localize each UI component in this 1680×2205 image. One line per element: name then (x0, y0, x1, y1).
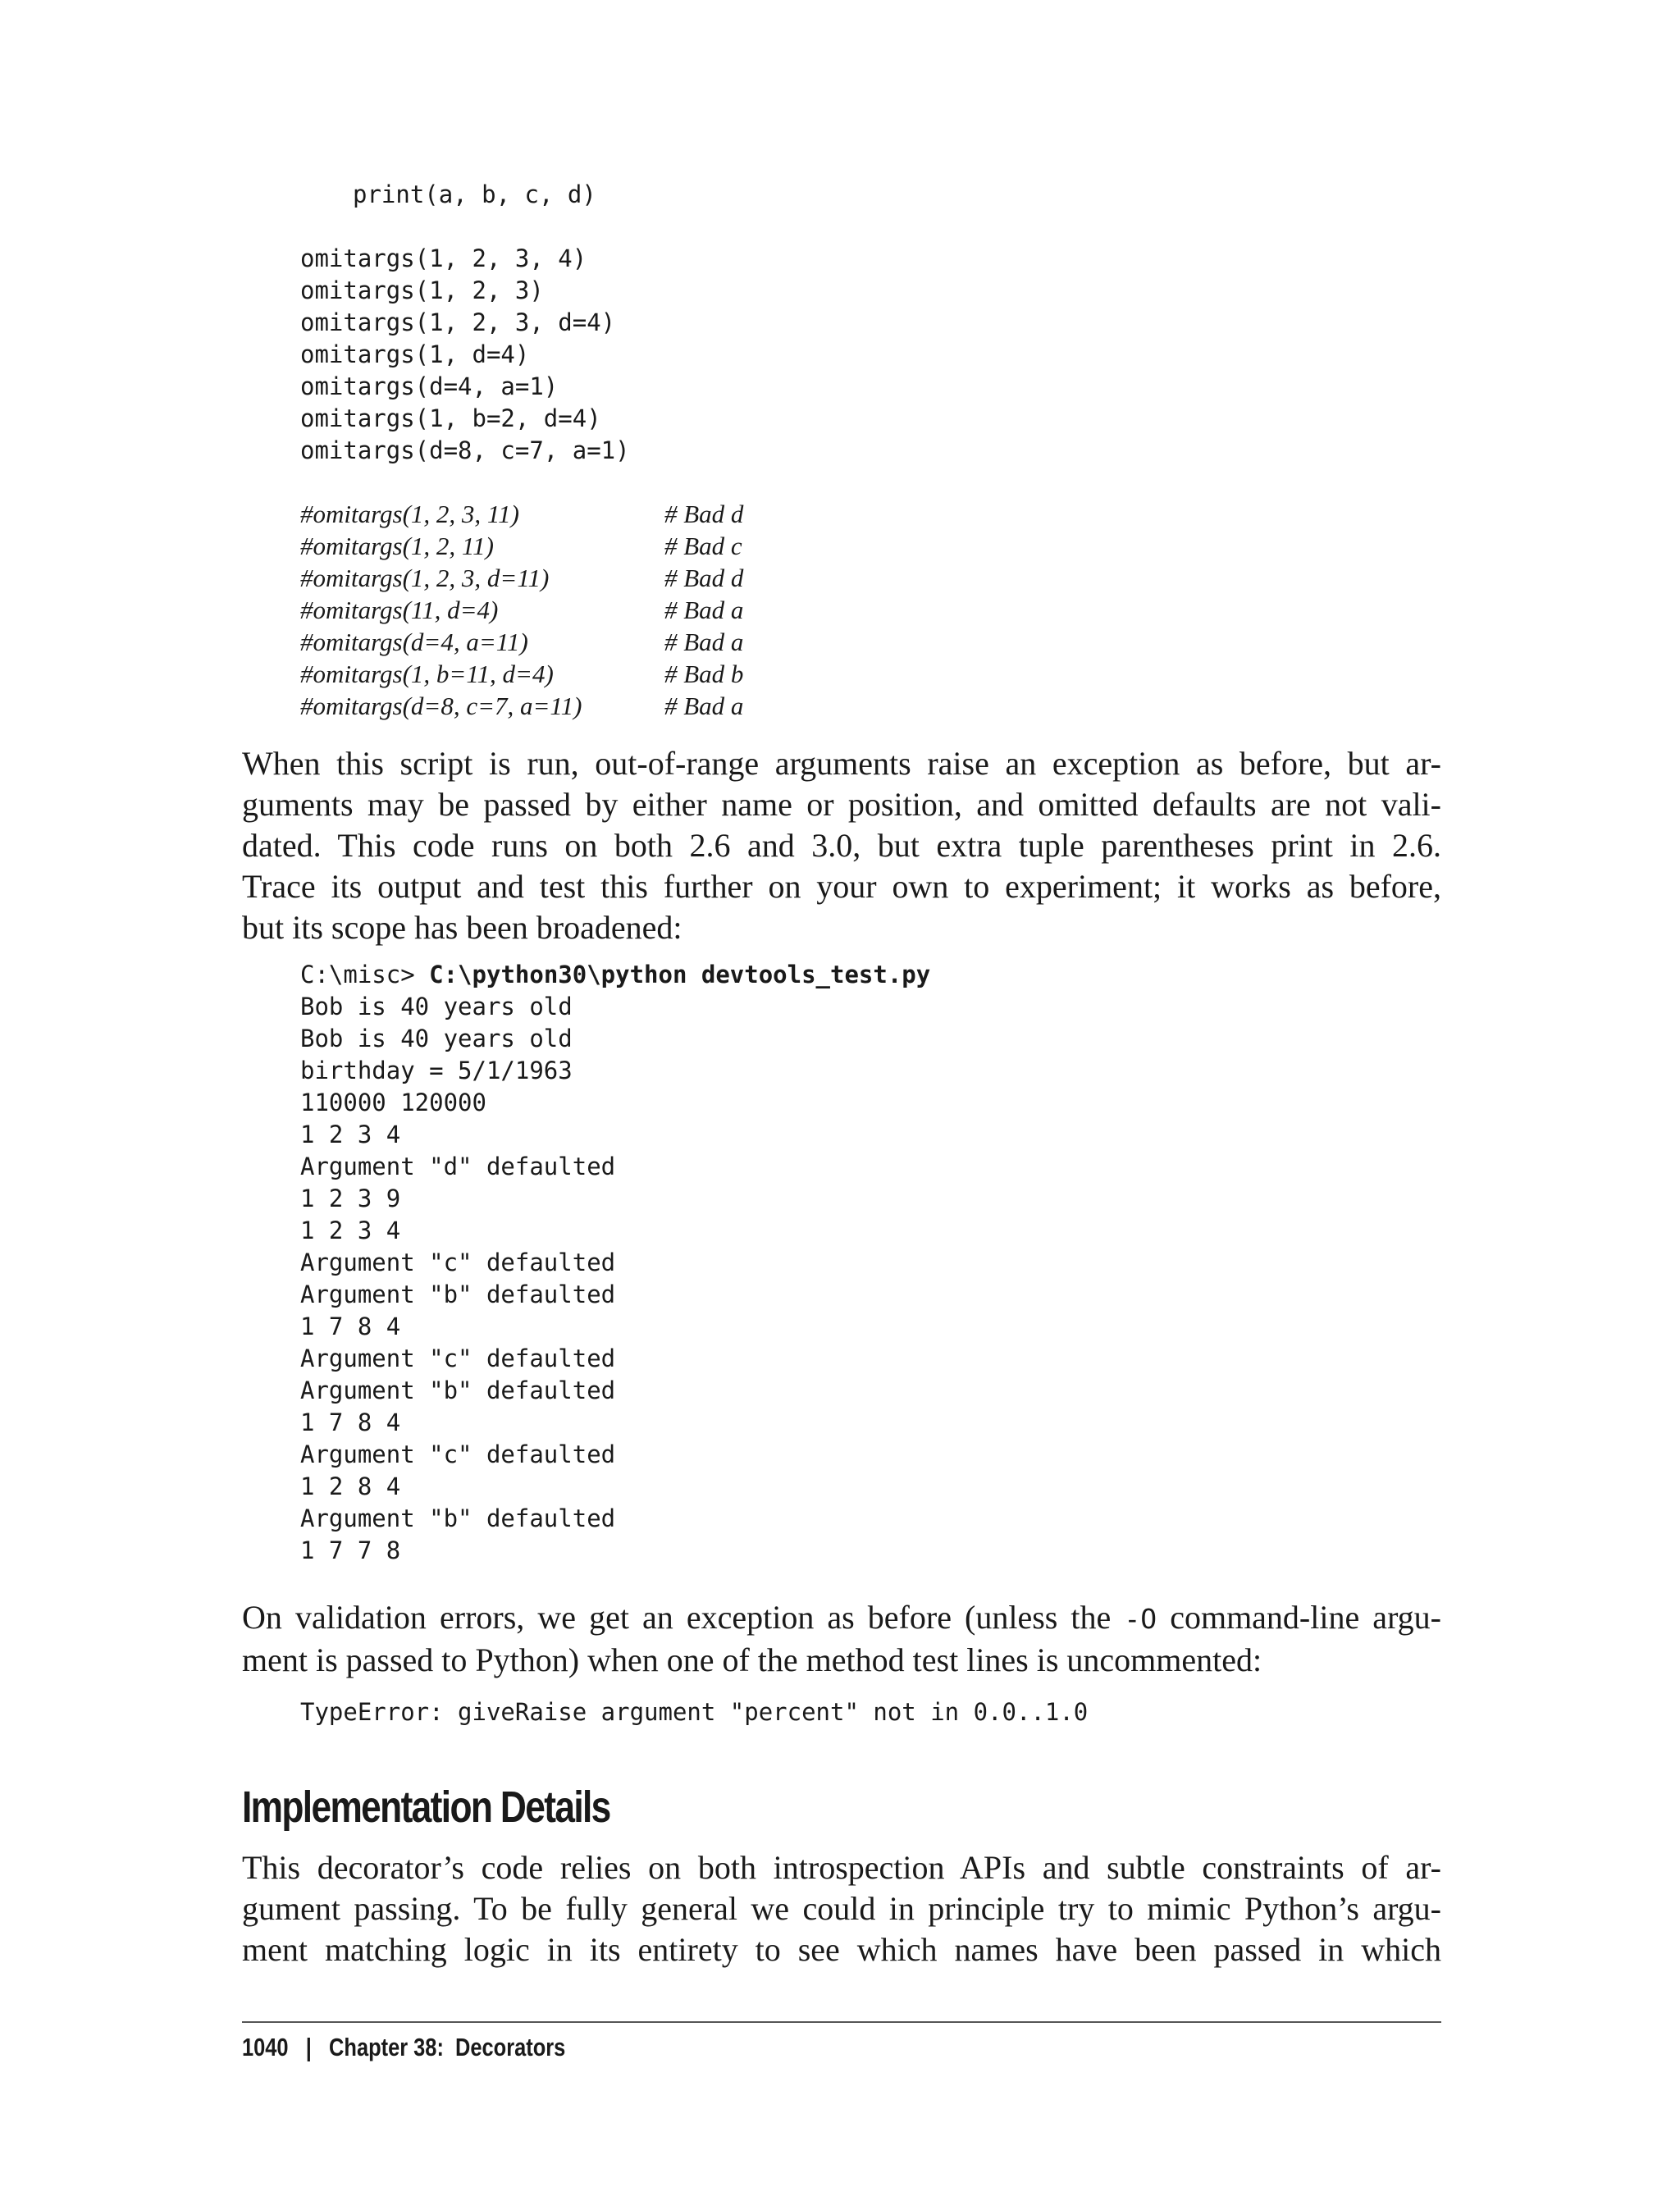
output-line: Argument "b" defaulted (300, 1376, 616, 1404)
paragraph-line: gument passing. To be fully general we could in principle try to mimic Python’s argu- (242, 1890, 1441, 1927)
output-line: Bob is 40 years old (300, 1025, 573, 1052)
commented-code: #omitargs(d=4, a=11) (300, 628, 528, 656)
output-line: Argument "b" defaulted (300, 1281, 616, 1308)
comment-note: # Bad d (664, 500, 744, 528)
paragraph-line (242, 1597, 1441, 1640)
code-line: omitargs(d=4, a=1) (300, 372, 559, 400)
output-line: 1 7 7 8 (300, 1536, 401, 1564)
output-line: Argument "c" defaulted (300, 1440, 616, 1468)
output-line: Argument "b" defaulted (300, 1504, 616, 1532)
code-line: omitargs(1, 2, 3) (300, 276, 544, 304)
output-line: birthday = 5/1/1963 (300, 1057, 573, 1084)
prompt: C:\misc> (300, 961, 430, 988)
page-number: 1040 (242, 2033, 289, 2061)
code-line: omitargs(1, 2, 3, 4) (300, 244, 587, 272)
body-paragraph (242, 743, 1441, 948)
paragraph-line: but its scope has been broadened: (242, 909, 682, 946)
output-line: Bob is 40 years old (300, 993, 573, 1020)
footer-separator: | (305, 2033, 312, 2061)
output-line: 1 2 3 9 (300, 1185, 401, 1212)
output-line: 1 2 8 4 (300, 1472, 401, 1500)
commented-code: #omitargs(1, 2, 3, 11) (300, 500, 519, 528)
section-heading: Implementation Details (242, 1783, 610, 1832)
output-line: Argument "c" defaulted (300, 1249, 616, 1276)
command-line (300, 959, 930, 991)
footer-rule (242, 2021, 1441, 2023)
text-run: On validation errors, we get an exception as before (unless the (242, 1599, 1125, 1636)
commented-code: #omitargs(1, 2, 11) (300, 532, 494, 560)
output-line: 110000 120000 (300, 1089, 486, 1116)
code-line: omitargs(1, d=4) (300, 340, 530, 368)
comment-note: # Bad a (664, 628, 744, 656)
error-output: TypeError: giveRaise argument "percent" not in 0.0..1.0 (300, 1698, 1089, 1726)
code-line: omitargs(1, b=2, d=4) (300, 404, 601, 432)
comment-note: # Bad d (664, 564, 744, 592)
body-paragraph (242, 1597, 1441, 1681)
output-line: 1 2 3 4 (300, 1121, 401, 1148)
paragraph-line: guments may be passed by either name or position, and omitted defaults are not vali- (242, 786, 1441, 823)
text-run: command-line argu- (1157, 1599, 1441, 1636)
output-line: 1 7 8 4 (300, 1408, 401, 1436)
paragraph-line: Trace its output and test this further on your own to experiment; it works as before, (242, 868, 1441, 905)
commented-code: #omitargs(d=8, c=7, a=11) (300, 692, 582, 720)
output-line: Argument "c" defaulted (300, 1344, 616, 1372)
output-line: 1 7 8 4 (300, 1312, 401, 1340)
paragraph-line: When this script is run, out-of-range arguments raise an exception as before, but ar- (242, 745, 1441, 782)
commented-code: #omitargs(11, d=4) (300, 596, 499, 624)
comment-note: # Bad c (664, 532, 742, 560)
commented-code: #omitargs(1, b=11, d=4) (300, 660, 554, 688)
paragraph-line: dated. This code runs on both 2.6 and 3.0, but extra tuple parentheses print in 2.6. (242, 827, 1441, 864)
code-line: omitargs(1, 2, 3, d=4) (300, 308, 616, 336)
comment-note: # Bad a (664, 692, 744, 720)
command: C:\python30\python devtools_test.py (429, 961, 931, 988)
output-line: 1 2 3 4 (300, 1217, 401, 1244)
chapter-title: Chapter 38: Decorators (329, 2033, 566, 2061)
paragraph-line: This decorator’s code relies on both introspection APIs and subtle constraints of ar- (242, 1849, 1441, 1886)
inline-code: -O (1124, 1603, 1157, 1635)
comment-note: # Bad b (664, 660, 744, 688)
body-paragraph (242, 1847, 1441, 1970)
output-line: Argument "d" defaulted (300, 1153, 616, 1180)
code-line: omitargs(d=8, c=7, a=1) (300, 436, 630, 464)
paragraph-line: ment is passed to Python) when one of the method test lines is uncommented: (242, 1641, 1262, 1678)
comment-note: # Bad a (664, 596, 744, 624)
page-footer (242, 2033, 565, 2062)
paragraph-line: ment matching logic in its entirety to see which names have been passed in which (242, 1931, 1441, 1968)
commented-code: #omitargs(1, 2, 3, d=11) (300, 564, 550, 592)
code-line: print(a, b, c, d) (353, 180, 596, 208)
